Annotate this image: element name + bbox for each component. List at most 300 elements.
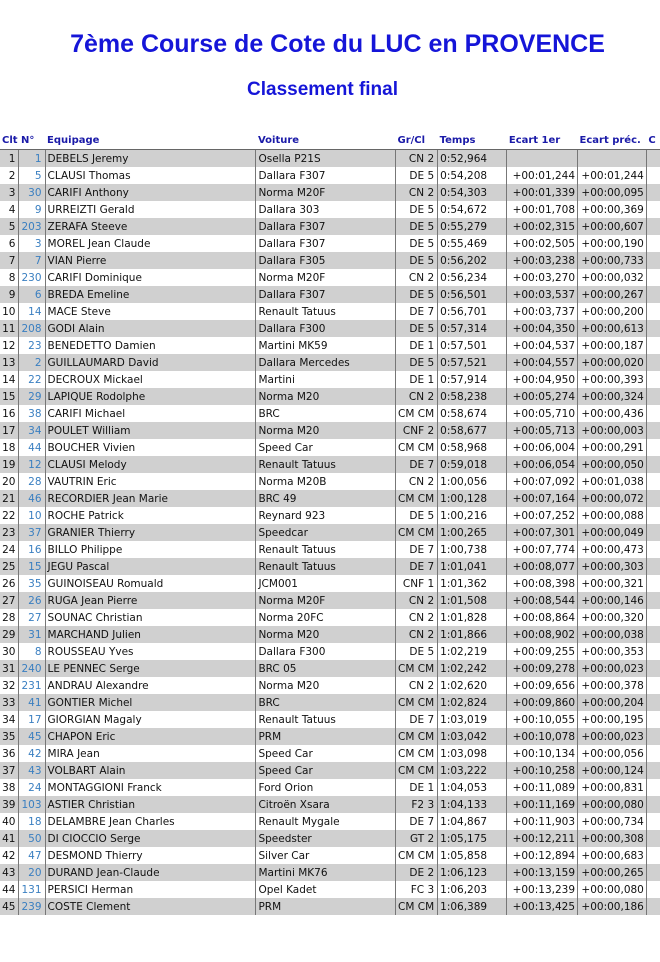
cell-c [646,626,660,643]
table-row [0,354,660,371]
cell-grcl: CN 2 [396,269,438,286]
cell-equipage: VOLBART Alain [45,762,256,779]
cell-temps: 1:05,175 [438,830,507,847]
cell-num: 30 [19,184,45,201]
cell-num: 20 [19,864,45,881]
cell-temps: 0:57,501 [438,337,507,354]
cell-grcl: CN 2 [396,150,438,168]
cell-voiture: Citroën Xsara [256,796,396,813]
cell-equipage: MACE Steve [45,303,256,320]
cell-ecart-prec: +00:00,080 [578,881,647,898]
table-row [0,320,660,337]
cell-ecart-prec: +00:00,369 [578,201,647,218]
cell-num: 9 [19,201,45,218]
cell-voiture: Norma M20F [256,269,396,286]
cell-ecart-1er: +00:03,270 [507,269,578,286]
cell-c [646,575,660,592]
cell-equipage: GUILLAUMARD David [45,354,256,371]
cell-ecart-1er: +00:08,398 [507,575,578,592]
cell-voiture: Speed Car [256,745,396,762]
cell-clt: 5 [0,218,19,235]
cell-ecart-prec: +00:00,265 [578,864,647,881]
cell-ecart-1er: +00:09,278 [507,660,578,677]
cell-ecart-1er: +00:04,350 [507,320,578,337]
cell-voiture: Osella P21S [256,150,396,168]
cell-equipage: CLAUSI Melody [45,456,256,473]
table-header-row [0,132,660,150]
cell-num: 44 [19,439,45,456]
cell-clt: 28 [0,609,19,626]
cell-temps: 1:00,056 [438,473,507,490]
cell-temps: 1:03,098 [438,745,507,762]
cell-num: 27 [19,609,45,626]
cell-ecart-1er: +00:07,252 [507,507,578,524]
cell-voiture: BRC [256,405,396,422]
cell-grcl: DE 5 [396,320,438,337]
cell-temps: 1:01,041 [438,558,507,575]
cell-grcl: CN 2 [396,626,438,643]
cell-ecart-prec: +00:00,353 [578,643,647,660]
cell-clt: 31 [0,660,19,677]
cell-ecart-1er [507,150,578,168]
cell-ecart-prec: +00:00,683 [578,847,647,864]
cell-c [646,677,660,694]
cell-num: 10 [19,507,45,524]
cell-grcl: DE 5 [396,507,438,524]
table-row [0,524,660,541]
cell-ecart-prec: +00:00,321 [578,575,647,592]
cell-equipage: GUINOISEAU Romuald [45,575,256,592]
cell-ecart-prec: +00:00,393 [578,371,647,388]
cell-ecart-prec: +00:00,200 [578,303,647,320]
table-row [0,694,660,711]
table-row [0,711,660,728]
cell-ecart-prec: +00:01,038 [578,473,647,490]
table-row [0,456,660,473]
cell-temps: 1:01,362 [438,575,507,592]
cell-num: 35 [19,575,45,592]
cell-clt: 45 [0,898,19,915]
cell-clt: 4 [0,201,19,218]
cell-temps: 0:54,672 [438,201,507,218]
table-row [0,796,660,813]
cell-grcl: DE 5 [396,201,438,218]
cell-clt: 8 [0,269,19,286]
cell-temps: 1:06,389 [438,898,507,915]
cell-temps: 0:56,501 [438,286,507,303]
cell-voiture: Dallara F307 [256,218,396,235]
cell-grcl: CM CM [396,660,438,677]
cell-temps: 0:58,238 [438,388,507,405]
cell-grcl: DE 1 [396,337,438,354]
cell-voiture: Speedster [256,830,396,847]
cell-equipage: ASTIER Christian [45,796,256,813]
cell-temps: 1:05,858 [438,847,507,864]
cell-equipage: GIORGIAN Magaly [45,711,256,728]
cell-temps: 0:56,701 [438,303,507,320]
cell-temps: 0:52,964 [438,150,507,168]
cell-grcl: DE 5 [396,167,438,184]
cell-c [646,286,660,303]
cell-num: 12 [19,456,45,473]
cell-c [646,473,660,490]
cell-temps: 1:02,242 [438,660,507,677]
cell-equipage: LE PENNEC Serge [45,660,256,677]
table-row [0,881,660,898]
cell-clt: 16 [0,405,19,422]
cell-ecart-prec: +00:00,734 [578,813,647,830]
cell-temps: 0:58,677 [438,422,507,439]
cell-temps: 1:03,222 [438,762,507,779]
table-row [0,337,660,354]
cell-temps: 0:58,674 [438,405,507,422]
cell-c [646,150,660,168]
cell-grcl: CN 2 [396,677,438,694]
cell-clt: 39 [0,796,19,813]
table-row [0,405,660,422]
cell-ecart-1er: +00:03,238 [507,252,578,269]
cell-grcl: DE 7 [396,456,438,473]
table-row [0,626,660,643]
cell-equipage: ROUSSEAU Yves [45,643,256,660]
cell-num: 8 [19,643,45,660]
cell-grcl: CM CM [396,898,438,915]
cell-clt: 32 [0,677,19,694]
cell-equipage: DURAND Jean-Claude [45,864,256,881]
cell-grcl: DE 5 [396,643,438,660]
cell-voiture: Renault Tatuus [256,541,396,558]
cell-voiture: Dallara F307 [256,235,396,252]
cell-voiture: BRC 05 [256,660,396,677]
cell-voiture: Martini [256,371,396,388]
table-row [0,303,660,320]
cell-clt: 1 [0,150,19,168]
cell-num: 18 [19,813,45,830]
cell-ecart-1er: +00:07,092 [507,473,578,490]
cell-c [646,592,660,609]
cell-voiture: Dallara Mercedes [256,354,396,371]
cell-c [646,490,660,507]
table-row [0,490,660,507]
cell-ecart-1er: +00:11,089 [507,779,578,796]
cell-equipage: VAUTRIN Eric [45,473,256,490]
cell-clt: 20 [0,473,19,490]
cell-grcl: CN 2 [396,184,438,201]
cell-equipage: MARCHAND Julien [45,626,256,643]
cell-ecart-prec: +00:00,308 [578,830,647,847]
cell-grcl: DE 5 [396,218,438,235]
cell-num: 17 [19,711,45,728]
cell-c [646,762,660,779]
cell-ecart-prec: +00:00,088 [578,507,647,524]
cell-c [646,354,660,371]
cell-ecart-prec: +00:00,032 [578,269,647,286]
cell-num: 26 [19,592,45,609]
cell-ecart-prec: +00:00,195 [578,711,647,728]
cell-voiture: Renault Tatuus [256,711,396,728]
table-row [0,677,660,694]
cell-ecart-prec: +00:00,204 [578,694,647,711]
cell-num: 3 [19,235,45,252]
cell-num: 15 [19,558,45,575]
cell-ecart-1er: +00:11,169 [507,796,578,813]
cell-ecart-1er: +00:12,894 [507,847,578,864]
cell-ecart-prec: +00:00,190 [578,235,647,252]
cell-ecart-1er: +00:10,258 [507,762,578,779]
cell-num: 6 [19,286,45,303]
cell-equipage: URREIZTI Gerald [45,201,256,218]
cell-clt: 38 [0,779,19,796]
cell-clt: 2 [0,167,19,184]
cell-ecart-1er: +00:01,708 [507,201,578,218]
cell-temps: 0:55,469 [438,235,507,252]
cell-num: 43 [19,762,45,779]
table-row [0,643,660,660]
cell-clt: 36 [0,745,19,762]
cell-grcl: CN 2 [396,592,438,609]
cell-ecart-1er: +00:09,860 [507,694,578,711]
table-row [0,507,660,524]
table-row [0,167,660,184]
cell-num: 240 [19,660,45,677]
cell-temps: 0:59,018 [438,456,507,473]
cell-equipage: SOUNAC Christian [45,609,256,626]
cell-c [646,898,660,915]
table-row [0,473,660,490]
cell-grcl: CM CM [396,405,438,422]
cell-grcl: CNF 2 [396,422,438,439]
cell-ecart-prec: +00:00,020 [578,354,647,371]
cell-clt: 18 [0,439,19,456]
cell-equipage: RECORDIER Jean Marie [45,490,256,507]
cell-ecart-1er: +00:09,255 [507,643,578,660]
table-row [0,830,660,847]
cell-voiture: Renault Tatuus [256,456,396,473]
cell-c [646,728,660,745]
cell-grcl: CM CM [396,490,438,507]
cell-grcl: CM CM [396,728,438,745]
cell-c [646,660,660,677]
cell-c [646,422,660,439]
cell-equipage: GRANIER Thierry [45,524,256,541]
cell-ecart-prec: +00:00,049 [578,524,647,541]
table-row [0,439,660,456]
table-row [0,592,660,609]
cell-grcl: CM CM [396,762,438,779]
cell-equipage: CHAPON Eric [45,728,256,745]
cell-grcl: CM CM [396,847,438,864]
cell-voiture: Dallara 303 [256,201,396,218]
cell-ecart-1er: +00:11,903 [507,813,578,830]
cell-equipage: ZERAFA Steeve [45,218,256,235]
table-row [0,813,660,830]
cell-num: 34 [19,422,45,439]
cell-voiture: Martini MK59 [256,337,396,354]
cell-c [646,813,660,830]
cell-clt: 41 [0,830,19,847]
cell-temps: 0:57,314 [438,320,507,337]
cell-clt: 44 [0,881,19,898]
cell-clt: 6 [0,235,19,252]
cell-grcl: DE 7 [396,558,438,575]
cell-equipage: CLAUSI Thomas [45,167,256,184]
cell-equipage: BENEDETTO Damien [45,337,256,354]
cell-ecart-1er: +00:04,557 [507,354,578,371]
cell-temps: 1:01,866 [438,626,507,643]
cell-temps: 0:58,968 [438,439,507,456]
cell-num: 1 [19,150,45,168]
cell-ecart-prec: +00:00,733 [578,252,647,269]
cell-ecart-prec: +00:00,072 [578,490,647,507]
table-row [0,779,660,796]
cell-c [646,524,660,541]
cell-clt: 14 [0,371,19,388]
cell-voiture: Reynard 923 [256,507,396,524]
cell-clt: 19 [0,456,19,473]
cell-grcl: GT 2 [396,830,438,847]
cell-clt: 43 [0,864,19,881]
cell-clt: 42 [0,847,19,864]
table-row [0,898,660,915]
cell-num: 41 [19,694,45,711]
cell-num: 47 [19,847,45,864]
table-row [0,286,660,303]
cell-voiture: Renault Tatuus [256,303,396,320]
cell-grcl: DE 7 [396,303,438,320]
cell-c [646,320,660,337]
cell-voiture: BRC [256,694,396,711]
cell-num: 23 [19,337,45,354]
cell-grcl: DE 7 [396,711,438,728]
cell-voiture: Opel Kadet [256,881,396,898]
cell-temps: 0:54,208 [438,167,507,184]
cell-clt: 10 [0,303,19,320]
cell-ecart-prec: +00:00,050 [578,456,647,473]
cell-grcl: CN 2 [396,473,438,490]
cell-equipage: MONTAGGIONI Franck [45,779,256,796]
cell-ecart-1er: +00:07,301 [507,524,578,541]
cell-c [646,541,660,558]
cell-clt: 15 [0,388,19,405]
cell-ecart-prec: +00:00,095 [578,184,647,201]
cell-ecart-prec: +00:00,124 [578,762,647,779]
cell-ecart-1er: +00:10,055 [507,711,578,728]
cell-clt: 9 [0,286,19,303]
cell-ecart-prec: +00:00,613 [578,320,647,337]
cell-num: 7 [19,252,45,269]
cell-ecart-1er: +00:10,134 [507,745,578,762]
cell-ecart-prec: +00:00,473 [578,541,647,558]
cell-num: 16 [19,541,45,558]
cell-voiture: Speed Car [256,762,396,779]
cell-equipage: DI CIOCCIO Serge [45,830,256,847]
cell-num: 208 [19,320,45,337]
cell-grcl: DE 5 [396,252,438,269]
cell-num: 239 [19,898,45,915]
cell-clt: 29 [0,626,19,643]
cell-equipage: JEGU Pascal [45,558,256,575]
cell-ecart-prec: +00:01,244 [578,167,647,184]
cell-clt: 3 [0,184,19,201]
cell-temps: 1:06,203 [438,881,507,898]
cell-c [646,779,660,796]
header-ecart-prec: Ecart préc. [578,132,647,150]
cell-clt: 13 [0,354,19,371]
cell-clt: 34 [0,711,19,728]
cell-clt: 33 [0,694,19,711]
page-subtitle: Classement final [247,79,398,100]
cell-grcl: DE 2 [396,864,438,881]
cell-clt: 35 [0,728,19,745]
cell-num: 31 [19,626,45,643]
cell-num: 2 [19,354,45,371]
header-num: N° [19,132,45,150]
cell-equipage: BILLO Philippe [45,541,256,558]
cell-ecart-1er: +00:10,078 [507,728,578,745]
cell-equipage: DELAMBRE Jean Charles [45,813,256,830]
table-row [0,252,660,269]
header-clt: Clt [0,132,19,150]
cell-ecart-1er: +00:01,339 [507,184,578,201]
cell-num: 46 [19,490,45,507]
cell-ecart-prec: +00:00,056 [578,745,647,762]
table-row [0,150,660,168]
cell-equipage: MOREL Jean Claude [45,235,256,252]
cell-ecart-prec: +00:00,038 [578,626,647,643]
cell-equipage: COSTE Clement [45,898,256,915]
cell-temps: 0:56,202 [438,252,507,269]
cell-temps: 0:55,279 [438,218,507,235]
cell-voiture: Dallara F307 [256,286,396,303]
cell-voiture: Norma M20 [256,626,396,643]
table-row [0,201,660,218]
cell-clt: 37 [0,762,19,779]
cell-ecart-prec [578,150,647,168]
cell-clt: 22 [0,507,19,524]
cell-voiture: Renault Mygale [256,813,396,830]
cell-ecart-1er: +00:01,244 [507,167,578,184]
cell-clt: 27 [0,592,19,609]
cell-temps: 1:00,128 [438,490,507,507]
cell-grcl: DE 1 [396,371,438,388]
results-table [0,132,660,915]
cell-equipage: CARIFI Dominique [45,269,256,286]
cell-voiture: Norma M20F [256,592,396,609]
cell-clt: 23 [0,524,19,541]
cell-c [646,218,660,235]
cell-ecart-1er: +00:06,054 [507,456,578,473]
cell-equipage: DESMOND Thierry [45,847,256,864]
table-row [0,235,660,252]
cell-temps: 0:56,234 [438,269,507,286]
cell-grcl: FC 3 [396,881,438,898]
cell-ecart-1er: +00:03,537 [507,286,578,303]
cell-temps: 1:03,019 [438,711,507,728]
cell-grcl: CN 2 [396,388,438,405]
cell-num: 50 [19,830,45,847]
cell-num: 37 [19,524,45,541]
cell-temps: 1:04,867 [438,813,507,830]
cell-ecart-1er: +00:05,713 [507,422,578,439]
table-body [0,150,660,916]
cell-num: 5 [19,167,45,184]
cell-voiture: Norma M20F [256,184,396,201]
cell-temps: 1:02,219 [438,643,507,660]
table-row [0,558,660,575]
table-row [0,371,660,388]
cell-voiture: Norma M20 [256,422,396,439]
cell-grcl: CM CM [396,745,438,762]
